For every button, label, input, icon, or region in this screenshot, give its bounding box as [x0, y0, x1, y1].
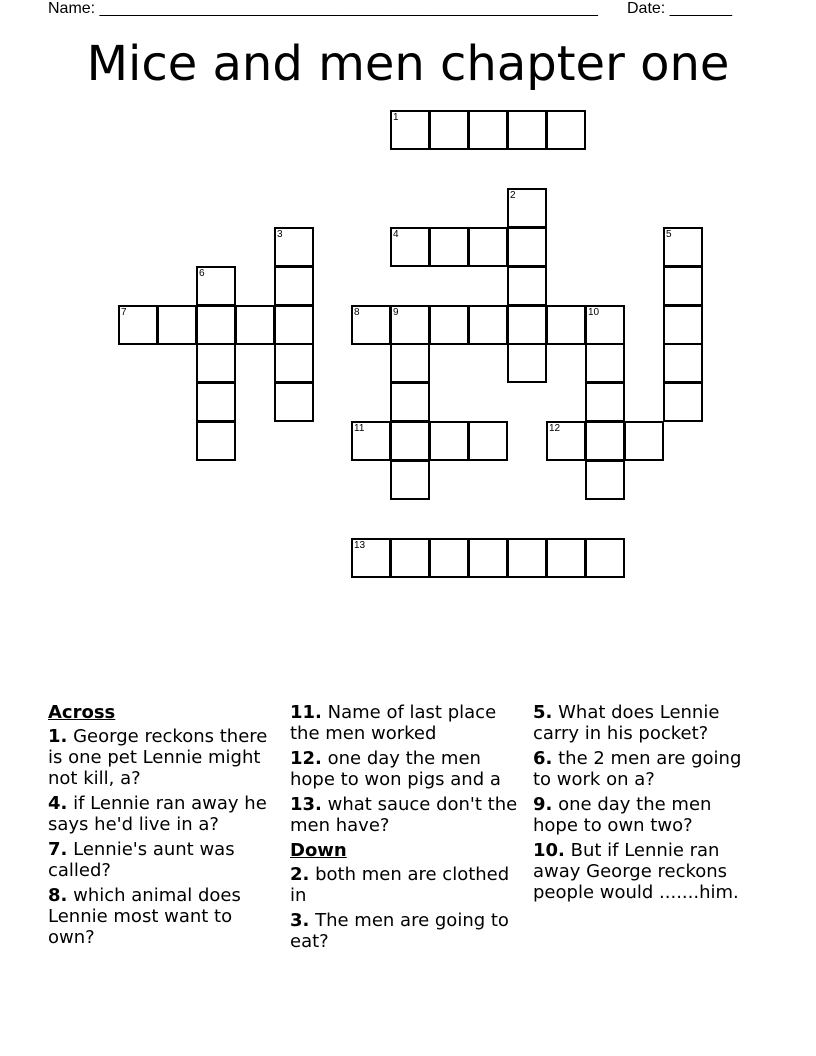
cell-number: 13	[354, 540, 366, 551]
crossword-cell[interactable]	[468, 538, 508, 578]
clue-across-11	[290, 702, 525, 744]
crossword-cell[interactable]	[274, 227, 314, 267]
crossword-cell[interactable]	[390, 227, 430, 267]
clue-text: one day the men hope to won pigs and a	[290, 748, 501, 790]
clue-down-5	[533, 702, 758, 744]
crossword-cell[interactable]	[624, 421, 664, 461]
crossword-cell[interactable]	[468, 305, 508, 345]
clue-column-2	[290, 702, 525, 956]
crossword-cell[interactable]	[663, 382, 703, 422]
across-heading: Across	[48, 702, 116, 723]
clue-text: The men are going to eat?	[290, 910, 509, 952]
clue-number: 4.	[48, 793, 68, 814]
clue-down-9	[533, 794, 758, 836]
clue-across-13	[290, 794, 525, 836]
crossword-cell[interactable]	[274, 266, 314, 306]
crossword-cell[interactable]	[468, 421, 508, 461]
date-field-label[interactable]: Date: _______	[627, 0, 732, 17]
clue-text: Lennie's aunt was called?	[48, 839, 235, 881]
crossword-cell[interactable]	[585, 538, 625, 578]
crossword-cell[interactable]	[390, 460, 430, 500]
clue-number: 5.	[533, 702, 553, 723]
page-title: Mice and men chapter one	[86, 36, 730, 92]
crossword-cell[interactable]	[390, 421, 430, 461]
clue-across-7	[48, 839, 280, 881]
crossword-cell[interactable]	[663, 305, 703, 345]
crossword-cell[interactable]	[390, 110, 430, 150]
clue-text: George reckons there is one pet Lennie might not kill, a?	[48, 726, 268, 789]
clue-column-1	[48, 702, 280, 952]
crossword-cell[interactable]	[157, 305, 197, 345]
clue-across-1	[48, 726, 280, 789]
cell-number: 10	[588, 307, 600, 318]
crossword-cell[interactable]	[196, 382, 236, 422]
crossword-cell[interactable]	[390, 538, 430, 578]
clue-across-4	[48, 793, 280, 835]
crossword-cell[interactable]	[468, 110, 508, 150]
crossword-cell[interactable]	[429, 538, 469, 578]
clue-down-6	[533, 748, 758, 790]
crossword-cell[interactable]	[507, 266, 547, 306]
crossword-cell[interactable]	[390, 343, 430, 383]
clue-text: Name of last place the men worked	[290, 702, 497, 744]
crossword-cell[interactable]	[507, 343, 547, 383]
clue-number: 12.	[290, 748, 322, 769]
clue-text: if Lennie ran away he says he'd live in a?	[48, 793, 267, 835]
crossword-cell[interactable]	[196, 305, 236, 345]
crossword-cell[interactable]	[507, 227, 547, 267]
clue-number: 10.	[533, 840, 565, 861]
clue-number: 7.	[48, 839, 68, 860]
crossword-cell[interactable]	[351, 538, 391, 578]
clue-text: what sauce don't the men have?	[290, 794, 518, 836]
crossword-cell[interactable]	[507, 538, 547, 578]
crossword-cell[interactable]	[274, 382, 314, 422]
clue-number: 2.	[290, 864, 310, 885]
crossword-cell[interactable]	[274, 305, 314, 345]
crossword-cell[interactable]	[546, 305, 586, 345]
crossword-cell[interactable]	[585, 343, 625, 383]
crossword-cell[interactable]	[507, 188, 547, 228]
clue-text: which animal does Lennie most want to own?	[48, 885, 241, 948]
clue-column-3	[533, 702, 758, 907]
crossword-cell[interactable]	[235, 305, 275, 345]
clue-down-10	[533, 840, 758, 903]
cell-number: 9	[393, 307, 399, 318]
clue-down-2	[290, 864, 525, 906]
cell-number: 1	[393, 112, 399, 123]
clue-down-3	[290, 910, 525, 952]
clue-number: 9.	[533, 794, 553, 815]
clue-number: 11.	[290, 702, 322, 723]
crossword-cell[interactable]	[546, 538, 586, 578]
cell-number: 3	[277, 229, 283, 240]
clue-across-12	[290, 748, 525, 790]
down-heading: Down	[290, 840, 347, 861]
cell-number: 2	[510, 190, 516, 201]
crossword-cell[interactable]	[585, 305, 625, 345]
crossword-cell[interactable]	[351, 421, 391, 461]
clue-number: 13.	[290, 794, 322, 815]
crossword-cell[interactable]	[429, 227, 469, 267]
cell-number: 5	[666, 229, 672, 240]
crossword-cell[interactable]	[196, 266, 236, 306]
crossword-cell[interactable]	[196, 421, 236, 461]
crossword-cell[interactable]	[429, 421, 469, 461]
crossword-cell[interactable]	[274, 343, 314, 383]
crossword-cell[interactable]	[546, 110, 586, 150]
crossword-cell[interactable]	[196, 343, 236, 383]
name-field-label[interactable]: Name: ________________________________________________________	[48, 0, 598, 17]
cell-number: 4	[393, 229, 399, 240]
cell-number: 7	[121, 307, 127, 318]
clue-text: the 2 men are going to work on a?	[533, 748, 742, 790]
cell-number: 11	[354, 423, 365, 434]
crossword-cell[interactable]	[585, 460, 625, 500]
crossword-cell[interactable]	[429, 110, 469, 150]
clue-number: 1.	[48, 726, 68, 747]
clue-number: 8.	[48, 885, 68, 906]
crossword-cell[interactable]	[351, 305, 391, 345]
crossword-cell[interactable]	[663, 227, 703, 267]
cell-number: 6	[199, 268, 205, 279]
crossword-cell[interactable]	[390, 382, 430, 422]
clue-text: But if Lennie ran away George reckons people would .......him.	[533, 840, 739, 903]
cell-number: 8	[354, 307, 360, 318]
crossword-cell[interactable]	[546, 421, 586, 461]
cell-number: 12	[549, 423, 561, 434]
crossword-cell[interactable]	[507, 110, 547, 150]
clue-text: What does Lennie carry in his pocket?	[533, 702, 720, 744]
clue-across-8	[48, 885, 280, 948]
crossword-cell[interactable]	[507, 305, 547, 345]
crossword-cell[interactable]	[663, 343, 703, 383]
crossword-cell[interactable]	[585, 382, 625, 422]
crossword-cell[interactable]	[585, 421, 625, 461]
crossword-cell[interactable]	[468, 227, 508, 267]
crossword-cell[interactable]	[429, 305, 469, 345]
crossword-cell[interactable]	[118, 305, 158, 345]
clue-number: 3.	[290, 910, 310, 931]
crossword-cell[interactable]	[663, 266, 703, 306]
clue-number: 6.	[533, 748, 553, 769]
clue-text: both men are clothed in	[290, 864, 510, 906]
clue-text: one day the men hope to own two?	[533, 794, 712, 836]
crossword-cell[interactable]	[390, 305, 430, 345]
